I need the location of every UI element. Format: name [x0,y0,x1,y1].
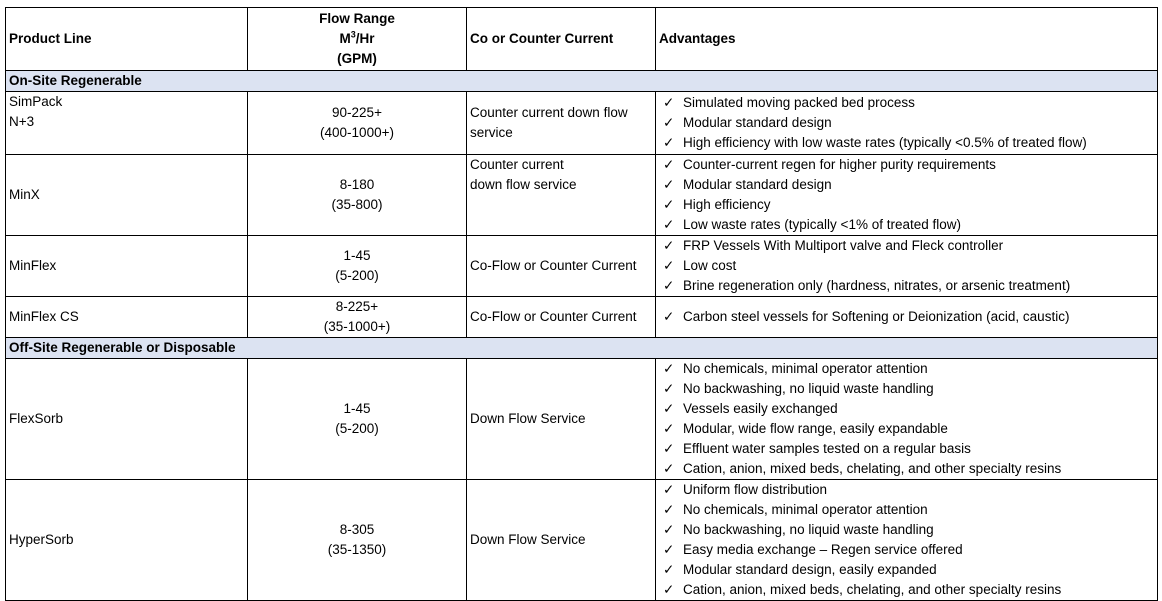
advantage-text: Low waste rates (typically <1% of treated flow) [683,217,961,232]
advantage-text: Easy media exchange – Regen service offered [683,542,963,557]
advantage-item [659,307,1154,327]
section-row [6,71,1158,92]
product-cell [6,480,248,601]
table-row [6,480,1158,601]
advantages-list [659,307,1154,327]
advantage-item [659,256,1154,276]
advantages-list [659,480,1154,600]
check-icon: ✓ [663,522,675,537]
header-flow-range [248,8,467,71]
section-title: Off-Site Regenerable or Disposable [6,338,1158,359]
advantage-text: Modular standard design [683,115,832,130]
flow-range-line: 90-225+ [332,105,382,120]
advantage-item [659,439,1154,459]
advantage-text: Low cost [683,258,737,273]
product-line: SimPack [9,94,63,109]
advantage-text: Carbon steel vessels for Softening or Deionization (acid, caustic) [683,309,1070,324]
check-icon: ✓ [663,401,675,416]
advantage-item [659,93,1154,113]
header-flow-range-title: Flow Range [319,11,395,26]
flow-range-cell [248,155,467,236]
advantage-item [659,459,1154,479]
advantage-item [659,113,1154,133]
advantage-text: Counter-current regen for higher purity requirements [683,157,996,172]
check-icon: ✓ [663,115,675,130]
advantages-cell [656,359,1158,480]
product-cell [6,92,248,155]
advantages-cell [656,236,1158,297]
current-cell [467,480,656,601]
flow-range-line: (35-1000+) [323,319,391,334]
advantage-text: High efficiency with low waste rates (typically <0.5% of treated flow) [683,135,1087,150]
section-row [6,338,1158,359]
check-icon: ✓ [663,309,675,324]
flow-range-line: 8-305 [339,522,375,537]
table-row [6,297,1158,338]
advantage-text: Effluent water samples tested on a regular basis [683,441,971,456]
check-icon: ✓ [663,258,675,273]
flow-range-line: (5-200) [335,421,379,436]
advantage-text: FRP Vessels With Multiport valve and Fleck controller [683,238,1004,253]
advantages-list [659,93,1154,153]
header-current: Co or Counter Current [467,8,656,71]
current-line: down flow service [470,177,577,192]
check-icon: ✓ [663,562,675,577]
advantage-text: Modular, wide flow range, easily expandable [683,421,948,436]
table-row [6,155,1158,236]
current-cell [467,236,656,297]
advantage-item [659,580,1154,600]
advantage-item [659,175,1154,195]
advantage-text: Modular standard design [683,177,832,192]
check-icon: ✓ [663,361,675,376]
product-line: FlexSorb [9,411,64,426]
current-line: Down Flow Service [470,411,586,426]
flow-range-line: 1-45 [343,401,371,416]
advantages-cell [656,297,1158,338]
table-body [6,71,1158,601]
advantage-text: No chemicals, minimal operator attention [683,361,928,376]
advantage-item [659,359,1154,379]
table-row [6,236,1158,297]
advantages-cell [656,92,1158,155]
check-icon: ✓ [663,135,675,150]
advantage-item [659,215,1154,235]
advantage-text: Cation, anion, mixed beds, chelating, and other specialty resins [683,461,1062,476]
advantage-text: Uniform flow distribution [683,482,828,497]
flow-range-cell [248,236,467,297]
advantages-list [659,155,1154,235]
advantages-list [659,359,1154,479]
flow-range-cell [248,359,467,480]
flow-range-line: 8-180 [339,177,375,192]
check-icon: ✓ [663,461,675,476]
advantage-item [659,236,1154,256]
check-icon: ✓ [663,582,675,597]
flow-range-line: (35-800) [331,197,383,212]
advantages-list [659,236,1154,296]
advantages-cell [656,155,1158,236]
advantage-item [659,500,1154,520]
advantage-item [659,419,1154,439]
product-cell [6,297,248,338]
advantage-text: No chemicals, minimal operator attention [683,502,928,517]
header-flow-range-unit: $M^3/Hr$ [339,29,375,46]
flow-range-cell [248,480,467,601]
flow-range-line: (35-1350) [327,542,387,557]
advantage-item [659,155,1154,175]
advantage-text: Cation, anion, mixed beds, chelating, and other specialty resins [683,582,1062,597]
flow-range-line: 1-45 [343,248,371,263]
header-flow-range-gpm: (GPM) [337,51,377,66]
advantage-item [659,399,1154,419]
flow-range-line: (5-200) [335,268,379,283]
check-icon: ✓ [663,502,675,517]
advantage-text: High efficiency [683,197,771,212]
advantage-text: No backwashing, no liquid waste handling [683,381,934,396]
check-icon: ✓ [663,177,675,192]
advantage-text: Brine regeneration only (hardness, nitrates, or arsenic treatment) [683,278,1071,293]
flow-range-cell [248,297,467,338]
product-line: MinFlex [9,258,57,273]
check-icon: ✓ [663,217,675,232]
advantage-text: No backwashing, no liquid waste handling [683,522,934,537]
check-icon: ✓ [663,95,675,110]
check-icon: ✓ [663,421,675,436]
current-line: Counter current [470,157,564,172]
check-icon: ✓ [663,278,675,293]
advantage-item [659,560,1154,580]
advantage-item [659,195,1154,215]
advantage-text: Vessels easily exchanged [683,401,838,416]
current-line: Co-Flow or Counter Current [470,258,637,273]
check-icon: ✓ [663,238,675,253]
check-icon: ✓ [663,157,675,172]
advantage-text: Simulated moving packed bed process [683,95,915,110]
table-row [6,92,1158,155]
current-cell [467,359,656,480]
flow-range-line: (400-1000+) [320,125,394,140]
header-product-line: Product Line [6,8,248,71]
section-title: On-Site Regenerable [6,71,1158,92]
header-row [6,8,1158,71]
check-icon: ✓ [663,542,675,557]
check-icon: ✓ [663,441,675,456]
product-line: MinFlex CS [9,309,79,324]
table-row [6,359,1158,480]
product-line: N+3 [9,114,35,129]
flow-range-line: 8-225+ [335,299,379,314]
product-line: HyperSorb [9,532,74,547]
advantage-item [659,379,1154,399]
advantage-item [659,540,1154,560]
advantage-item [659,480,1154,500]
advantage-item [659,520,1154,540]
advantage-item [659,133,1154,153]
product-line: MinX [9,187,40,202]
advantage-item [659,276,1154,296]
product-table [5,7,1158,601]
current-line: service [470,125,513,140]
current-cell [467,92,656,155]
header-advantages: Advantages [656,8,1158,71]
current-cell [467,297,656,338]
product-cell [6,236,248,297]
current-line: Co-Flow or Counter Current [470,309,637,324]
check-icon: ✓ [663,197,675,212]
current-cell [467,155,656,236]
advantages-cell [656,480,1158,601]
check-icon: ✓ [663,482,675,497]
flow-range-cell [248,92,467,155]
current-line: Down Flow Service [470,532,586,547]
current-line: Counter current down flow [470,105,628,120]
product-cell [6,155,248,236]
product-cell [6,359,248,480]
advantage-text: Modular standard design, easily expanded [683,562,937,577]
check-icon: ✓ [663,381,675,396]
